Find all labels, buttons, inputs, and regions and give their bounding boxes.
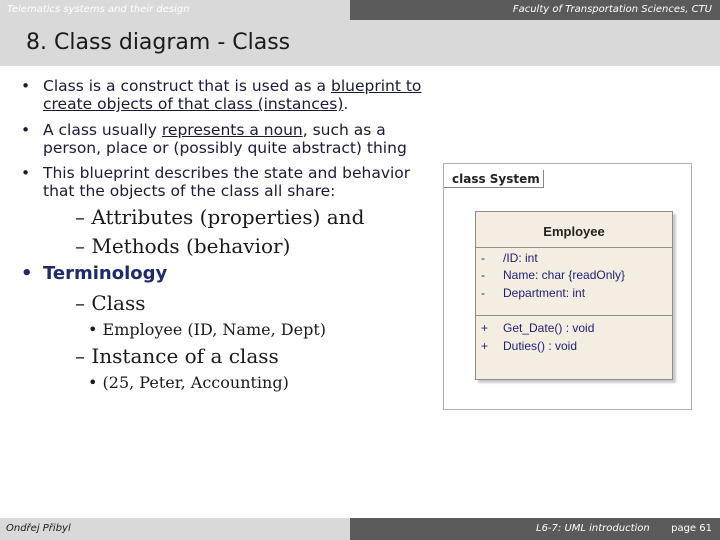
blueprint-link: blueprint to [331,77,422,95]
sub-bullet-attributes: – Attributes (properties) and [75,205,365,229]
frame-tab-edge [543,170,544,188]
visibility-marker: - [481,251,485,265]
frame-tab-line [444,187,544,188]
term-instance-label: – Instance of a class [75,344,279,368]
lecture-name: L6-7: UML introduction [536,523,650,534]
attribute-text: Department: int [503,286,586,300]
uml-class-name: Employee [543,224,605,239]
attribute-text: Name: char {readOnly} [503,268,626,282]
attribute-text: /ID: int [503,251,538,265]
bullet-dot: • [21,263,33,284]
footer-left-bar [0,518,350,540]
bullet-text: , such as a [302,121,386,139]
term-class-label: – Class [75,291,146,315]
uml-operation-row [481,339,577,353]
uml-attribute-row [481,251,538,265]
bullet-text: is a construct that is used as a [83,77,331,95]
operation-text: Duties() : void [503,339,578,353]
visibility-marker: - [481,268,485,282]
bullet-class-definition [21,77,422,113]
sub-bullet-methods: – Methods (behavior) [75,234,291,258]
term-instance-example: • (25, Peter, Accounting) [88,373,289,392]
visibility-marker: + [481,321,489,335]
bullet-blueprint [21,164,411,200]
uml-class-box [475,211,673,380]
visibility-marker: + [481,339,489,353]
bullet-text: . [343,95,349,113]
uml-separator [476,247,672,248]
terminology-label: Terminology [43,263,168,284]
page-number: page 61 [671,523,712,534]
title-bar [0,20,720,66]
bullet-text: This blueprint describes the state and behavior [43,164,411,182]
slide-title: 8. Class diagram - Class [26,30,291,55]
bullet-text: that the objects of the class all share: [43,182,336,200]
bullet-text-underlined: represents a noun [161,121,303,139]
diagram-frame-title: class System [452,172,540,186]
terminology-heading [21,263,168,284]
bullet-text: A class usually [43,121,162,139]
uml-operation-row [481,321,594,335]
visibility-marker: - [481,286,485,300]
footer-right-bar [350,518,720,540]
uml-attribute-row [481,268,625,282]
course-name: Telematics systems and their design [7,4,190,15]
bullet-text-underlined: create objects of that class (instances) [43,95,344,113]
uml-attribute-row [481,286,585,300]
term-class-example: • Employee (ID, Name, Dept) [88,320,326,339]
uml-separator [476,315,672,316]
author-name: Ondřej Přibyl [6,523,71,534]
bullet-dot: • [21,164,31,182]
header-right-bar [350,0,720,20]
operation-text: Get_Date() : void [503,321,595,335]
header-left-bar [0,0,350,20]
bullet-text: person, place or (possibly quite abstract) thing [43,139,407,157]
bullet-dot: • [21,77,31,95]
term-class: Class [43,77,84,95]
bullet-noun [21,121,407,157]
bullet-dot: • [21,121,31,139]
faculty-name: Faculty of Transportation Sciences, CTU [512,4,712,15]
